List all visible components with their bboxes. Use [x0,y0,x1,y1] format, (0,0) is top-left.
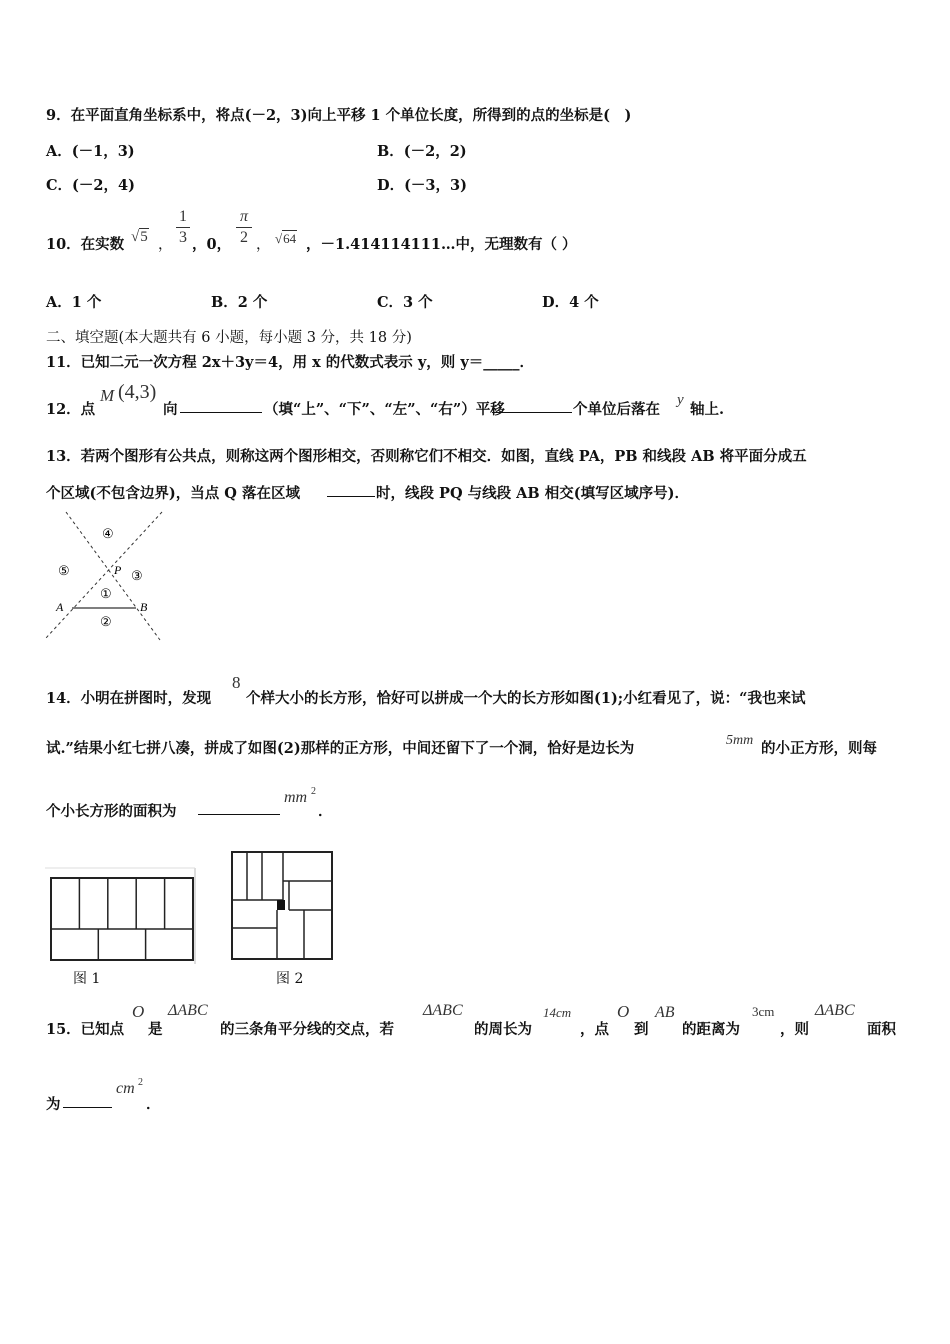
point-b-label: B [140,600,148,614]
q11-text: 11．已知二元一次方程 2x＋3y＝4，用 x 的代数式表示 y，则 y＝_____． [46,354,534,371]
q15-point-o: O [132,1002,145,1021]
q13-blank-region[interactable] [327,482,375,497]
q10-prefix: 10．在实数 [46,236,125,253]
q12-units-label: 个单位后落在 [573,401,660,418]
q10-option-c: C．3 个 [377,294,433,311]
q15-is: 是 [148,1021,163,1038]
q14-line1-a: 14．小明在拼图时，发现 [46,690,212,707]
q13-line2-b: 时，线段 PQ 与线段 AB 相交(填写区域序号)． [376,485,689,502]
q12-point-m: M [100,386,115,405]
q15-triangle-abc-1: ΔABC [168,1002,208,1019]
q15-prefix: 15．已知点 [46,1021,125,1038]
q15-unit-sup: 2 [138,1077,143,1088]
q15-perimeter: 的周长为 [474,1021,532,1038]
point-p-label: P [114,563,122,577]
q10-option-a: A．1 个 [46,294,102,311]
q14-line2-b: 的小正方形，则每 [761,740,877,757]
q15-3cm: 3cm [752,1004,775,1019]
q10-fraction-one-third [176,208,190,247]
q15-unit-cm: cm [116,1080,135,1097]
q15-blank-area[interactable] [63,1093,112,1108]
q10-sqrt64-radicand: 64 [283,231,297,246]
q12-axis-y: y [677,392,684,408]
q14-eight: 8 [232,673,241,692]
q15-bisectors: 的三条角平分线的交点，若 [220,1021,394,1038]
q13-line2-a: 个区域(不包含边界)，当点 Q 落在区域 [46,485,300,502]
q9-option-c: C．(－2，4) [46,177,135,194]
section-heading: 二、填空题(本大题共有 6 小题，每小题 3 分，共 18 分) [46,330,412,346]
q15-point-o-2: O [617,1002,630,1021]
q10-comma-2: ， [256,237,271,253]
q10-option-d: D．4 个 [542,294,599,311]
q14-unit-mm: mm [284,789,308,806]
q9-stem: 9．在平面直角坐标系中，将点(－2，3)向上平移 1 个单位长度，所得到的点的坐标是( ) [46,107,632,124]
region-1-label: ① [100,586,112,601]
q10-sqrt64: √64 [275,231,297,246]
q10-fraction-pi-half [236,208,252,247]
q14-unit-sup: 2 [311,786,316,797]
q15-triangle-abc-3: ΔABC [815,1002,855,1019]
q12-fill-hint: （填“上”、“下”、“左”、“右”）平移 [264,401,505,418]
q10-suffix: ，－1.414114111…中，无理数有（ ） [306,236,577,253]
q15-end: ． [146,1096,161,1113]
q14-figure-2-caption: 图 2 [276,971,304,987]
q10-zero: ，0， [192,236,232,253]
q10-option-b: B．2 个 [211,294,268,311]
q15-line2: 为 [46,1096,61,1113]
q14-blank-area[interactable] [198,800,280,815]
q15-to: 到 [634,1021,649,1038]
region-5-label: ⑤ [58,563,70,578]
q15-triangle-abc-2: ΔABC [423,1002,463,1019]
q10-frac2-num: π [239,208,248,225]
q14-line2-a: 试.”结果小红七拼八凑，拼成了如图(2)那样的正方形，中间还留下了一个洞，恰好是边长为 [46,740,635,757]
region-4-label: ④ [102,526,114,541]
q9-option-b: B．(－2，2) [377,143,467,160]
q10-frac1-bar [176,227,190,228]
q14-5mm: 5mm [726,733,754,748]
region-2-label: ② [100,614,112,629]
q10-frac2-bar [236,227,252,228]
q14-line3-b: ． [318,803,333,820]
point-a-label: A [56,600,64,614]
q14-figure-1-caption: 图 1 [73,971,101,987]
q10-frac1-num: 1 [179,208,187,225]
q10-frac1-den: 3 [179,229,187,246]
q15-then: ，则 [780,1021,809,1038]
q12-prefix: 12．点 [46,401,96,418]
q12-end: 轴上. [690,401,725,418]
q15-area: 面积 [867,1021,896,1038]
q12-blank-units[interactable] [492,398,572,413]
q14-figure-1 [45,864,200,966]
q12-blank-direction[interactable] [180,398,262,413]
q14-line3-a: 个小长方形的面积为 [46,803,177,820]
q10-sqrt5: √5 [131,229,148,245]
q14-line1-b: 个样大小的长方形，恰好可以拼成一个大的长方形如图(1);小红看见了，说：“我也来试 [246,690,806,707]
q9-option-d: D．(－3，3) [377,177,467,194]
q10-comma-1: ， [158,237,173,253]
q15-segment-ab: AB [655,1004,675,1021]
q10-sqrt5-radicand: 5 [140,229,148,245]
q14-figure-2 [228,848,336,963]
q13-region-diagram [40,508,170,643]
q15-distance: 的距离为 [682,1021,740,1038]
q14-hole [277,900,285,910]
q9-option-a: A．(－1，3) [46,143,135,160]
q15-14cm: 14cm [543,1005,572,1020]
q15-point-label: ，点 [580,1021,609,1038]
q12-direction-label: 向 [163,401,178,418]
q12-coords: (4,3) [118,381,157,403]
region-3-label: ③ [131,568,143,583]
q13-line1: 13．若两个图形有公共点，则称这两个图形相交，否则称它们不相交．如图，直线 PA，PB 和线段 AB 将平面分成五 [46,448,807,465]
q10-frac2-den: 2 [240,229,248,246]
